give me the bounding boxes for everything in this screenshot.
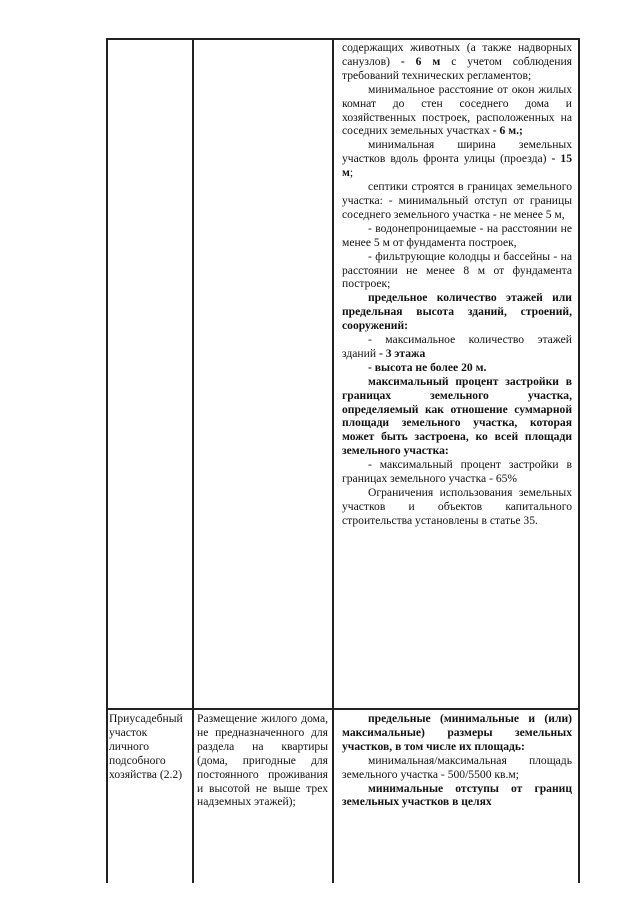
requirement-paragraph [342, 41, 572, 83]
regulations-table [106, 38, 580, 883]
column-divider-2 [332, 38, 334, 883]
land-use-type-cell [109, 712, 188, 782]
land-use-type-label: Приусадебный участок личного подсобного хозяйства (2.2) [109, 712, 183, 781]
requirement-text: септики строятся в границах земельного участка: - минимальный отступ от границы соседнего земельного участка - не менее 5 м, [342, 180, 572, 221]
requirement-paragraph [342, 291, 572, 333]
permitted-use-description-cell [197, 712, 328, 809]
requirement-paragraph [342, 333, 572, 361]
requirement-text: - максимальный процент застройки в границах земельного участка - 65% [342, 458, 572, 486]
requirement-paragraph [342, 782, 572, 810]
requirement-paragraph [342, 375, 572, 458]
requirement-emphasis: - 6 м [400, 54, 441, 68]
table-border-top [106, 38, 580, 40]
requirement-paragraph [342, 458, 572, 486]
requirement-paragraph [342, 486, 572, 528]
requirement-emphasis: - 6 м.; [492, 124, 523, 138]
requirement-paragraph [342, 712, 572, 754]
requirement-emphasis: минимальные отступы от границ земельных участков в целях [342, 781, 572, 809]
requirement-emphasis: максимальный процент застройки в границах земельного участка, определяемый как отношение суммарной площади земельного участка, которая может быть застроена, ко всей площади земельного участка: [342, 374, 572, 458]
requirement-emphasis: предельное количество этажей или предельная высота зданий, строений, сооружений: [342, 291, 572, 333]
table-border-right [578, 38, 580, 883]
requirement-text: ; [349, 166, 354, 180]
row-divider [106, 708, 580, 710]
bottom-row-requirements-cell [342, 712, 572, 809]
requirement-paragraph [342, 138, 572, 180]
requirement-text: - максимальное количество этажей зданий [342, 333, 572, 360]
requirement-emphasis: предельные (минимальные и (или) максимальные) размеры земельных участков, в том числе их площадь: [342, 712, 572, 753]
top-row-requirements-cell [342, 41, 572, 528]
requirement-paragraph [342, 83, 572, 139]
requirement-paragraph [342, 361, 572, 375]
requirement-text: минимальное расстояние от окон жилых комнат до стен соседнего дома и хозяйственных построек, расположенных на соседних земельных участках [342, 82, 572, 138]
requirement-text: содержащих животных (а также надворных санузлов) [342, 41, 572, 68]
column-divider-1 [192, 38, 194, 883]
requirement-paragraph [342, 222, 572, 250]
requirement-text: Ограничения использования земельных участков и объектов капитального строительства установлены в статье 35. [342, 486, 572, 527]
requirement-emphasis: - 15 м [342, 152, 572, 180]
requirement-paragraph [342, 754, 572, 782]
table-border-left [106, 38, 108, 883]
requirement-text: - водонепроницаемые - на расстоянии не менее 5 м от фундамента построек, [342, 221, 572, 249]
requirement-text: минимальная/максимальная площадь земельного участка - 500/5500 кв.м; [342, 753, 572, 781]
requirement-paragraph [342, 250, 572, 292]
requirement-emphasis: - 3 этажа [378, 346, 426, 360]
permitted-use-description: Размещение жилого дома, не предназначенного для раздела на квартиры (дома, пригодные для постоянного проживания и высотой не выше трех надземных этажей); [197, 712, 328, 809]
requirement-emphasis: - высота не более 20 м. [368, 360, 487, 374]
requirement-text: с учетом соблюдения требований технических регламентов; [342, 54, 572, 82]
requirement-text: минимальная ширина земельных участков вдоль фронта улицы (проезда) [342, 138, 572, 166]
requirement-paragraph [342, 180, 572, 222]
requirement-text: - фильтрующие колодцы и бассейны - на расстоянии не менее 8 м от фундамента построек; [342, 249, 572, 291]
